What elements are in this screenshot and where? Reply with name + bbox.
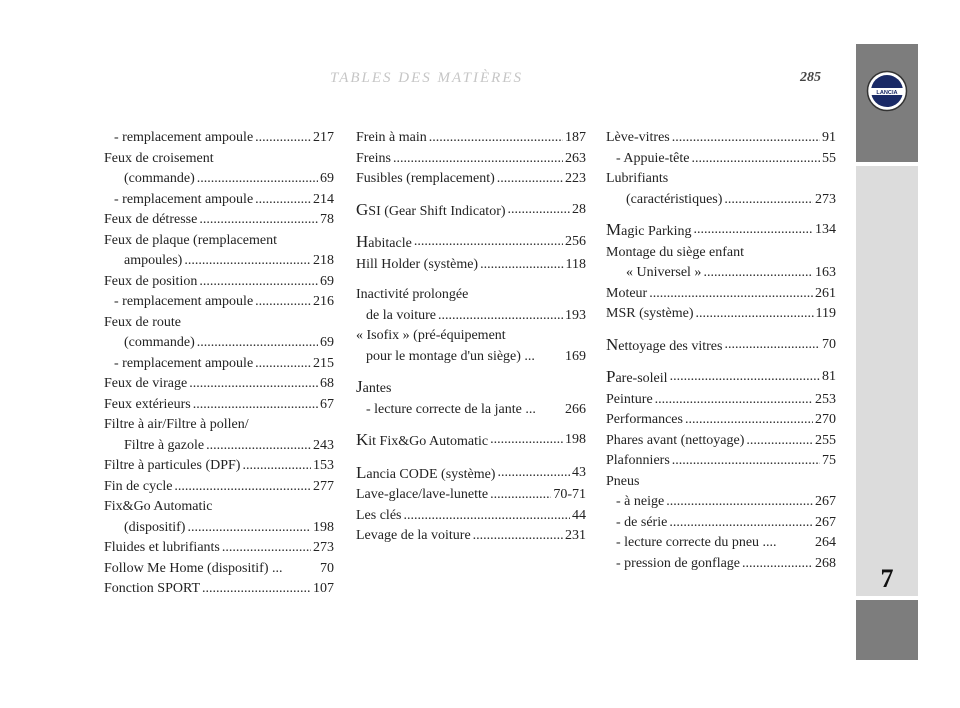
dot-leader [480, 255, 563, 276]
entry-label: - pression de gonflage [616, 555, 741, 571]
entry-label: Levage de la voiture [356, 528, 471, 543]
index-entry [606, 190, 836, 211]
entry-label: Peinture [606, 391, 653, 407]
index-entry [606, 492, 836, 513]
entry-page-number: 253 [815, 391, 836, 407]
entry-page-number: 255 [815, 432, 836, 448]
index-entry [356, 326, 586, 347]
entry-page-number: 198 [565, 432, 586, 447]
dot-leader [473, 526, 563, 547]
entry-label: - lecture correcte du pneu .... [616, 535, 777, 550]
entry-page-number: 169 [565, 348, 586, 364]
entry-label: (dispositif) [124, 519, 186, 535]
index-entry [606, 513, 836, 534]
dot-leader [691, 149, 820, 170]
entry-label: Magic Parking [606, 220, 692, 239]
index-entry [104, 497, 334, 518]
entry-page-number: 91 [822, 130, 836, 145]
entry-gap [356, 420, 586, 430]
index-entry [606, 533, 836, 554]
index-entry [606, 243, 836, 264]
index-entry [606, 149, 836, 170]
entry-page-number: 261 [815, 285, 836, 301]
index-entry [356, 430, 586, 453]
entry-page-number: 153 [313, 458, 334, 473]
entry-gap [606, 210, 836, 220]
entry-label: pour le montage d'un siège) ... [366, 348, 535, 364]
entry-label: Performances [606, 412, 683, 427]
entry-page-number: 70-71 [553, 487, 586, 502]
dot-leader [174, 477, 311, 498]
index-entry [104, 415, 334, 436]
index-entry [606, 390, 836, 411]
entry-page-number: 243 [313, 437, 334, 453]
entry-label: Lève-vitres [606, 130, 670, 145]
dot-leader [508, 200, 570, 223]
dot-leader [777, 533, 815, 554]
index-entry [606, 220, 836, 243]
entry-label: Filtre à particules (DPF) [104, 458, 241, 473]
page-number: 285 [800, 70, 821, 85]
dot-leader [536, 400, 565, 421]
index-column-2 [356, 128, 586, 547]
index-entry [104, 292, 334, 313]
entry-page-number: 273 [815, 191, 836, 207]
index-entry [606, 335, 836, 358]
lancia-logo-icon [866, 70, 908, 112]
entry-gap [356, 453, 586, 463]
index-entry [606, 554, 836, 575]
dot-leader [429, 128, 563, 149]
index-entry [606, 451, 836, 472]
dot-leader [199, 272, 318, 293]
index-entry [356, 285, 586, 306]
dot-leader [670, 367, 820, 390]
entry-label: Lancia CODE (système) [356, 462, 496, 482]
index-entry [356, 149, 586, 170]
dot-leader [672, 128, 820, 149]
index-entry [356, 255, 586, 276]
entry-page-number: 263 [565, 150, 586, 166]
dot-leader [669, 513, 813, 534]
index-column-1 [104, 128, 334, 600]
dot-leader [393, 149, 563, 170]
entry-label: Moteur [606, 285, 648, 301]
index-entry [606, 169, 836, 190]
dot-leader [490, 430, 563, 453]
dot-leader [193, 395, 318, 416]
entry-label: Filtre à air/Filtre à pollen/ [104, 417, 249, 432]
index-column-3 [606, 128, 836, 574]
entry-page-number: 193 [565, 307, 586, 323]
index-entry [606, 304, 836, 325]
entry-label: Feux de position [104, 273, 198, 289]
dot-leader [672, 451, 820, 472]
entry-label: Habitacle [356, 232, 412, 251]
entry-page-number: 75 [822, 453, 836, 468]
entry-label: Fonction SPORT [104, 581, 201, 596]
entry-label: - remplacement ampoule [114, 130, 254, 145]
entry-label: Inactivité prolongée [356, 287, 469, 302]
index-entry [104, 518, 334, 539]
header-title: TABLES DES MATIÈRES [330, 70, 523, 86]
index-entry [356, 200, 586, 223]
entry-page-number: 67 [320, 396, 334, 412]
dot-leader [490, 485, 551, 506]
index-entry [606, 472, 836, 493]
dot-leader [703, 263, 813, 284]
dot-leader [187, 518, 311, 539]
entry-label: Jantes [356, 377, 392, 396]
index-entry [356, 232, 586, 255]
entry-label: Freins [356, 150, 391, 166]
entry-label: Feux de détresse [104, 212, 198, 227]
dot-leader [403, 506, 570, 527]
index-entry [356, 526, 586, 547]
dot-leader [535, 347, 565, 368]
entry-gap [356, 367, 586, 377]
entry-label: Feux extérieurs [104, 396, 191, 412]
sidebar-bottom-block [856, 600, 918, 660]
entry-label: de la voiture [366, 307, 436, 323]
entry-label: Fluides et lubrifiants [104, 540, 220, 555]
entry-label: Fix&Go Automatic [104, 499, 213, 514]
entry-label: Nettoyage des vitres [606, 334, 723, 354]
entry-gap [356, 275, 586, 285]
dot-leader [438, 306, 563, 327]
entry-page-number: 134 [815, 222, 836, 237]
entry-label: « Isofix » (pré-équipement [356, 328, 506, 343]
entry-page-number: 267 [815, 494, 836, 509]
entry-label: GSI (Gear Shift Indicator) [356, 199, 506, 219]
entry-page-number: 119 [815, 306, 836, 321]
index-entry [356, 485, 586, 506]
entry-page-number: 256 [565, 234, 586, 249]
dot-leader [746, 431, 813, 452]
index-entry [104, 477, 334, 498]
index-entry [606, 128, 836, 149]
chapter-sidebar [856, 44, 918, 660]
entry-page-number: 69 [320, 171, 334, 186]
index-entry [104, 128, 334, 149]
entry-page-number: 70 [822, 336, 836, 352]
index-entry [104, 231, 334, 252]
entry-gap [606, 325, 836, 335]
dot-leader [242, 456, 311, 477]
entry-page-number: 231 [565, 528, 586, 543]
dot-leader [255, 292, 311, 313]
entry-page-number: 214 [313, 191, 334, 207]
dot-leader [202, 579, 311, 600]
index-entry [606, 410, 836, 431]
dot-leader [197, 169, 318, 190]
entry-label: Kit Fix&Go Automatic [356, 430, 489, 449]
entry-label: Phares avant (nettoyage) [606, 432, 745, 448]
entry-page-number: 270 [815, 412, 836, 427]
entry-label: Feux de route [104, 314, 181, 330]
entry-label: - remplacement ampoule [114, 355, 254, 371]
entry-page-number: 69 [320, 335, 334, 350]
entry-label: Fin de cycle [104, 478, 173, 494]
entry-label: (caractéristiques) [626, 191, 723, 207]
entry-page-number: 268 [815, 555, 836, 571]
entry-page-number: 78 [320, 212, 334, 227]
dot-leader [189, 374, 318, 395]
entry-label: Pneus [606, 473, 640, 489]
entry-label: Plafonniers [606, 453, 670, 468]
dot-leader [283, 559, 321, 580]
entry-label: Frein à main [356, 130, 427, 145]
entry-page-number: 55 [822, 150, 836, 166]
entry-page-number: 70 [320, 560, 334, 576]
index-entry [104, 436, 334, 457]
dot-leader [206, 436, 311, 457]
entry-page-number: 163 [815, 265, 836, 280]
index-entry [104, 559, 334, 580]
entry-label: - de série [616, 514, 668, 530]
index-entry [104, 272, 334, 293]
entry-label: Filtre à gazole [124, 437, 205, 453]
dot-leader [255, 128, 311, 149]
index-entry [606, 263, 836, 284]
dot-leader [199, 210, 318, 231]
entry-page-number: 68 [320, 376, 334, 391]
index-entry [104, 169, 334, 190]
entry-page-number: 187 [565, 130, 586, 145]
dot-leader [497, 463, 570, 486]
entry-label: Feux de virage [104, 376, 188, 391]
index-entry [104, 149, 334, 170]
entry-page-number: 28 [572, 201, 586, 217]
entry-label: « Universel » [626, 265, 702, 280]
entry-page-number: 69 [320, 273, 334, 289]
dot-leader [694, 220, 814, 243]
entry-label: - lecture correcte de la jante ... [366, 401, 536, 417]
entry-label: Lubrifiants [606, 171, 669, 186]
dot-leader [497, 169, 563, 190]
entry-label: - à neige [616, 494, 665, 509]
entry-label: MSR (système) [606, 306, 694, 321]
index-entry [104, 579, 334, 600]
entry-label: Montage du siège enfant [606, 244, 745, 260]
entry-label: Feux de croisement [104, 150, 214, 166]
entry-page-number: 216 [313, 294, 334, 309]
entry-page-number: 81 [822, 369, 836, 384]
index-entry [104, 190, 334, 211]
entry-label: Les clés [356, 507, 402, 523]
index-entry [356, 128, 586, 149]
sidebar-middle-block [856, 166, 918, 596]
index-entry [104, 374, 334, 395]
dot-leader [649, 284, 813, 305]
dot-leader [724, 190, 813, 211]
dot-leader [666, 492, 813, 513]
entry-page-number: 107 [313, 581, 334, 596]
dot-leader [724, 335, 820, 358]
entry-page-number: 198 [313, 519, 334, 535]
entry-gap [356, 190, 586, 200]
index-entry [356, 169, 586, 190]
index-entry [356, 377, 586, 400]
entry-label: Lave-glace/lave-lunette [356, 487, 489, 502]
dot-leader [655, 390, 813, 411]
dot-leader [222, 538, 311, 559]
entry-label: Feux de plaque (remplacement [104, 232, 277, 248]
dot-leader [255, 354, 311, 375]
dot-leader [197, 333, 318, 354]
dot-leader [184, 251, 311, 272]
sidebar-top-block [856, 44, 918, 162]
entry-page-number: 44 [572, 507, 586, 523]
entry-page-number: 266 [565, 401, 586, 417]
dot-leader [742, 554, 813, 575]
entry-label: (commande) [124, 171, 195, 186]
index-entry [606, 431, 836, 452]
entry-gap [356, 222, 586, 232]
entry-page-number: 217 [313, 130, 334, 145]
chapter-number: 7 [880, 564, 894, 593]
entry-label: Follow Me Home (dispositif) ... [104, 560, 283, 576]
entry-label: - remplacement ampoule [114, 191, 254, 207]
dot-leader [685, 410, 813, 431]
entry-label: (commande) [124, 335, 195, 350]
entry-page-number: 277 [313, 478, 334, 494]
index-entry [606, 367, 836, 390]
entry-page-number: 273 [313, 540, 334, 555]
entry-page-number: 118 [565, 256, 586, 272]
svg-text:LANCIA: LANCIA [876, 90, 898, 96]
index-entry [104, 313, 334, 334]
index-entry [104, 354, 334, 375]
entry-label: - remplacement ampoule [114, 294, 254, 309]
entry-page-number: 264 [815, 535, 836, 550]
entry-page-number: 43 [572, 464, 586, 480]
index-entry [356, 347, 586, 368]
entry-label: - Appuie-tête [616, 150, 690, 166]
dot-leader [696, 304, 814, 325]
dot-leader [414, 232, 563, 255]
entry-label: Pare-soleil [606, 367, 668, 386]
index-entry [606, 284, 836, 305]
index-entry [356, 463, 586, 486]
dot-leader [255, 190, 311, 211]
entry-page-number: 218 [313, 253, 334, 268]
index-entry [104, 456, 334, 477]
entry-label: ampoules) [124, 253, 183, 268]
entry-label: Hill Holder (système) [356, 256, 479, 272]
index-entry [356, 506, 586, 527]
entry-page-number: 267 [815, 514, 836, 530]
entry-gap [606, 357, 836, 367]
entry-page-number: 215 [313, 355, 334, 371]
index-entry [356, 400, 586, 421]
index-entry [104, 210, 334, 231]
index-entry [104, 251, 334, 272]
entry-label: Fusibles (remplacement) [356, 171, 495, 186]
entry-page-number: 223 [565, 171, 586, 186]
index-entry [104, 538, 334, 559]
index-entry [104, 395, 334, 416]
index-entry [104, 333, 334, 354]
index-entry [356, 306, 586, 327]
